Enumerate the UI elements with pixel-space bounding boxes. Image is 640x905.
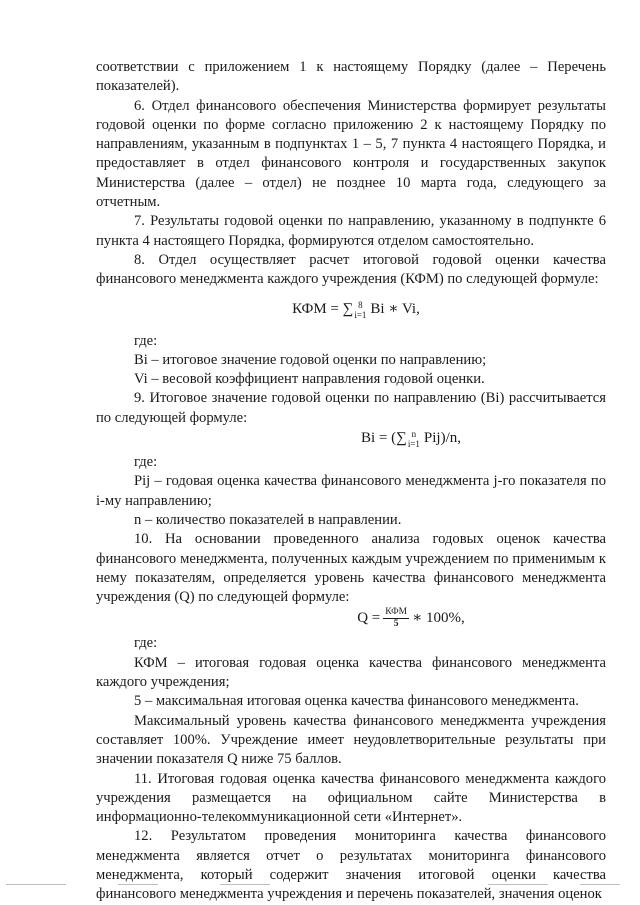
formula-q-lhs: Q = xyxy=(357,610,381,627)
paragraph-10: 10. На основании проведенного анализа годовых оценок качества финансового менеджмента, полученных каждым учреждением по применимым к нему показателям, определяется уровень качества финансового менеджмента учреждения (Q) по следующей формуле: xyxy=(96,531,606,606)
where-3: где: xyxy=(134,635,158,652)
scan-artifact-3 xyxy=(220,884,270,885)
formula-q-fraction xyxy=(383,607,409,630)
document-page xyxy=(96,58,606,905)
paragraph-7: 7. Результаты годовой оценки по направлению, указанному в подпункте 6 пункта 4 настоящего Порядка, формируются отделом самостоятельно. xyxy=(96,213,606,249)
def-n: n – количество показателей в направлении. xyxy=(134,511,402,528)
paragraph-6: 6. Отдел финансового обеспечения Министерства формирует результаты годовой оценки по форме согласно приложению 2 к настоящему Порядку по направлениям, указанным в подпунктах 1 – 5, 7 пункта 4 настоящего Порядка, и предоставляет в отдел финансового контроля и государственных закупок Министерства (далее – отдел) не позднее 10 марта года, следующего за отчетным. xyxy=(96,97,606,211)
formula-kfm-lhs: КФМ = ∑ xyxy=(292,300,354,317)
def-pij: Pij – годовая оценка качества финансового менеджмента j-го показателя по i-му направлению; xyxy=(96,473,606,509)
paragraph-8: 8. Отдел осуществляет расчет итоговой годовой оценки качества финансового менеджмента каждого учреждения (КФМ) по следующей формуле: xyxy=(96,251,606,288)
formula-bi-lower: i=1 xyxy=(407,439,420,450)
paragraph-continuation: соответствии с приложением 1 к настоящему Порядку (далее – Перечень показателей). xyxy=(96,59,606,95)
scan-artifact-5 xyxy=(580,884,620,885)
paragraph-9: 9. Итоговое значение годовой оценки по направлению (Bi) рассчитывается по следующей формуле: xyxy=(96,390,606,426)
where-1: где: xyxy=(134,332,158,349)
formula-kfm xyxy=(96,300,606,320)
formula-bi-upper: n xyxy=(411,429,417,440)
paragraph-12: 12. Результатом проведения мониторинга качества финансового менеджмента является отчет о результатах мониторинга финансового менеджмента, который содержит значения итоговой оценки качества финансового менеджмента учреждения и перечень показателей, значения оценок xyxy=(96,828,606,903)
def-bi: Bi – итоговое значение годовой оценки по направлению; xyxy=(134,351,487,368)
def-kfm: КФМ – итоговая годовая оценка качества финансового менеджмента каждого учреждения; xyxy=(96,654,606,691)
formula-bi-limits xyxy=(408,429,420,449)
def-five: 5 – максимальная итоговая оценка качества финансового менеджмента. xyxy=(134,693,579,710)
paragraph-max-level: Максимальный уровень качества финансового менеджмента учреждения составляет 100%. Учреждение имеет неудовлетворительные результаты при значении показателя Q ниже 75 баллов. xyxy=(96,712,606,768)
where-2: где: xyxy=(134,454,158,471)
formula-kfm-upper: 8 xyxy=(358,299,363,310)
formula-q xyxy=(96,607,606,630)
formula-q-numerator: КФМ xyxy=(385,607,408,618)
formula-kfm-lower: i=1 xyxy=(354,309,367,320)
formula-bi-lhs: Bi = (∑ xyxy=(361,430,407,447)
scan-artifact-4 xyxy=(488,884,548,885)
formula-q-denominator: 5 xyxy=(393,619,399,630)
formula-kfm-limits xyxy=(354,300,366,320)
formula-bi-body: Pij)/n, xyxy=(423,430,461,447)
formula-q-rest: ∗ 100%, xyxy=(412,610,465,627)
scan-artifact-2 xyxy=(118,884,158,885)
paragraph-11: 11. Итоговая годовая оценка качества финансового менеджмента каждого учреждения размещается на официальном сайте Министерства в информационно-телекоммуникационной сети «Интернет». xyxy=(96,770,606,826)
def-vi: Vi – весовой коэффициент направления годовой оценки. xyxy=(134,371,485,388)
formula-bi xyxy=(96,429,606,449)
formula-kfm-body: Bi ∗ Vi, xyxy=(370,300,420,317)
scan-artifact-1 xyxy=(6,884,66,885)
